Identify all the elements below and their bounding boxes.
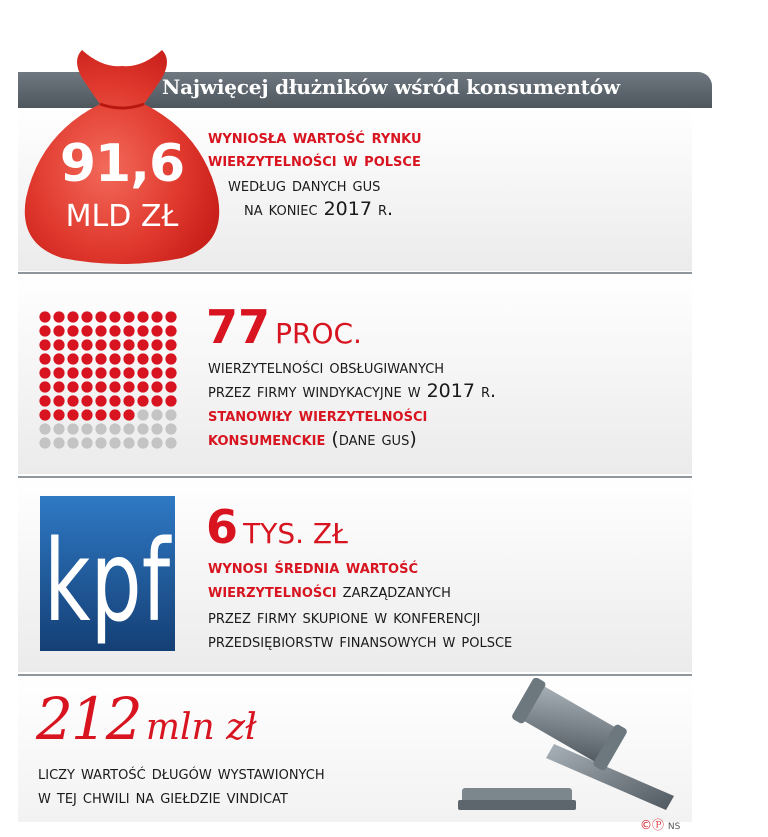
dot-red [81,367,92,378]
dot-grey [53,423,64,434]
gavel-icon [458,678,688,818]
dot-red [123,325,134,336]
dot-red [109,409,120,420]
dot-red [67,353,78,364]
dot-red [39,339,50,350]
dot-red [67,381,78,392]
dot-red [165,381,176,392]
dot-grey [81,437,92,448]
market-value-unit: MLD ZŁ [65,199,179,234]
dot-red [137,311,148,322]
vindicat-number: 212 [36,685,141,753]
dot-red [137,381,148,392]
dot-red [95,395,106,406]
dot-red [165,353,176,364]
dot-grey [67,423,78,434]
dot-red [81,339,92,350]
share-desc-line3: stanowiły wierzytelności [208,404,428,426]
avg-unit: TYS. ZŁ [243,517,348,550]
dot-grey [123,423,134,434]
dot-grey [165,409,176,420]
dot-red [165,325,176,336]
dot-red [53,409,64,420]
dot-red [95,311,106,322]
dot-red [39,395,50,406]
dot-grey [67,437,78,448]
author-initials: NS [667,822,681,832]
dot-red [95,381,106,392]
dot-red [39,367,50,378]
dot-grey [109,437,120,448]
dot-red [165,395,176,406]
market-desc-line2: wierzytelności w polsce [208,149,421,171]
dot-red [151,325,162,336]
avg-desc-line3: przez firmy skupione w konferencji [208,606,481,628]
dot-red [109,325,120,336]
dot-red [53,395,64,406]
dot-red [39,381,50,392]
dot-grey [123,437,134,448]
dot-red [109,381,120,392]
avg-desc-line4: przedsiębiorstw finansowych w polsce [208,630,513,652]
dot-red [151,311,162,322]
copyright [640,816,680,833]
dot-red [123,395,134,406]
dot-red [67,409,78,420]
dot-grey [137,423,148,434]
dot-red [123,353,134,364]
share-unit: PROC. [275,317,362,350]
share-desc-line2: przez firmy windykacyjne w 2017 r. [208,380,497,402]
dot-red [81,381,92,392]
dot-red [39,311,50,322]
dot-red [151,353,162,364]
dot-grey [137,437,148,448]
dot-red [81,409,92,420]
avg-desc-line2 [208,580,451,603]
dot-grey [53,437,64,448]
dot-red [81,325,92,336]
avg-headline [206,500,348,554]
dot-red [81,353,92,364]
dot-red [53,367,64,378]
dot-red [109,367,120,378]
dot-grey [39,423,50,434]
dot-red [67,395,78,406]
dot-grey [95,437,106,448]
dot-red [165,311,176,322]
dot-red [109,339,120,350]
dot-red [165,339,176,350]
avg-desc-bold: wierzytelności [208,580,337,602]
dot-red [53,311,64,322]
dot-grey [137,409,148,420]
dot-red [53,353,64,364]
vindicat-unit: mln zł [145,707,257,748]
dot-grey [109,423,120,434]
market-desc-line4: na koniec 2017 r. [244,198,394,220]
avg-desc-line1: wynosi średnia wartość [208,556,419,578]
dot-red [165,367,176,378]
dot-red [123,381,134,392]
dot-red [81,395,92,406]
dot-red [67,311,78,322]
dot-red [53,381,64,392]
dot-grey [81,423,92,434]
vindicat-desc-line2: w tej chwili na giełdzie vindicat [38,786,288,808]
dot-grey [151,423,162,434]
dot-red [123,367,134,378]
share-desc-line1: wierzytelności obsługiwanych [208,356,445,378]
dot-grey [95,423,106,434]
dot-red [123,311,134,322]
header-title: Najwięcej dłużników wśród konsumentów [162,75,620,99]
dot-red [53,339,64,350]
share-desc-bold: konsumenckie [208,428,326,450]
dot-red [67,367,78,378]
copyright-symbols: ©Ⓟ [640,818,665,832]
vindicat-headline [36,685,257,753]
dot-grey [151,437,162,448]
share-number: 77 [206,300,271,354]
dot-red [95,353,106,364]
dot-red [137,339,148,350]
dot-red [109,353,120,364]
avg-desc-rest: zarządzanych [336,580,451,602]
dot-red [137,353,148,364]
dot-red [39,325,50,336]
dot-grey [165,437,176,448]
dot-red [67,325,78,336]
dot-red [95,325,106,336]
share-desc-line4 [208,428,417,451]
dot-red [109,395,120,406]
dot-red [67,339,78,350]
dot-red [109,311,120,322]
dot-red [95,409,106,420]
dot-red [81,311,92,322]
dot-red [137,395,148,406]
dot-red [137,325,148,336]
dot-red [39,353,50,364]
dot-red [151,339,162,350]
dot-grey [39,437,50,448]
avg-number: 6 [206,500,239,554]
percentage-dot-grid [38,310,178,450]
dot-red [39,409,50,420]
share-desc-rest: (dane gus) [325,428,417,450]
kpf-logo [40,496,175,651]
dot-red [137,367,148,378]
kpf-logo-text: kpf [43,516,171,648]
vindicat-desc-line1: liczy wartość długów wystawionych [38,762,325,784]
market-desc-line3: według danych gus [228,174,381,196]
dot-red [95,339,106,350]
dot-red [151,367,162,378]
market-desc-line1: wyniosła wartość rynku [208,126,422,148]
dot-red [95,367,106,378]
dot-red [53,325,64,336]
share-headline [206,300,362,354]
dot-red [151,395,162,406]
dot-red [123,339,134,350]
dot-red [151,381,162,392]
dot-grey [165,423,176,434]
dot-red [123,409,134,420]
market-value-number: 91,6 [59,134,185,194]
dot-grey [151,409,162,420]
